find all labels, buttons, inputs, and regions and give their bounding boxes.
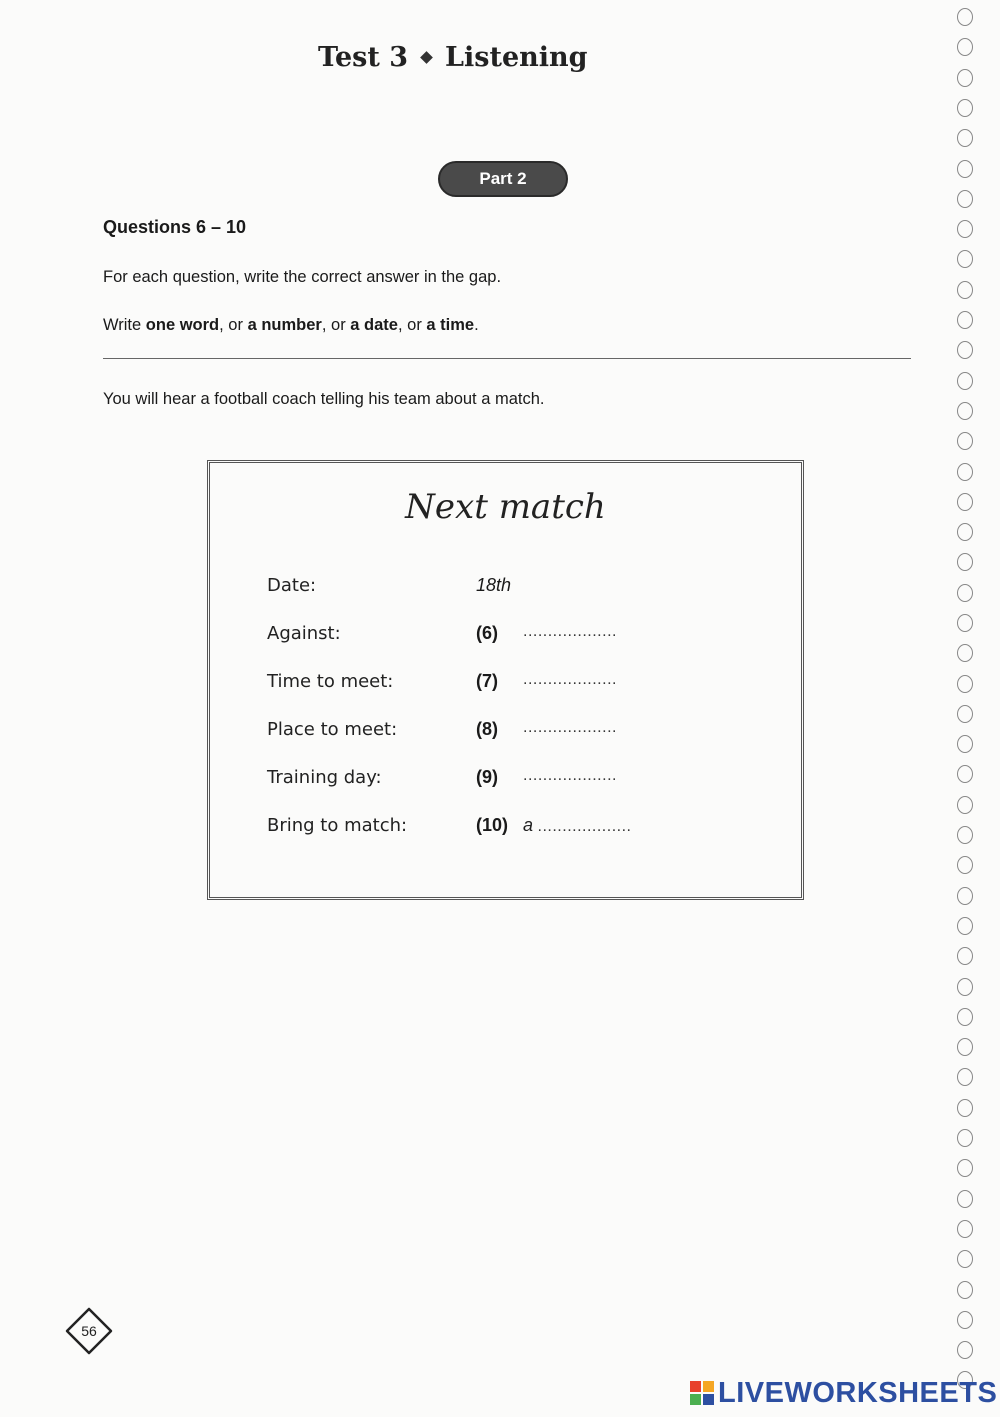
spiral-binding xyxy=(955,0,985,1417)
notes-row-time xyxy=(210,671,801,701)
notes-row-against xyxy=(210,623,801,653)
instr2-a-number: a number xyxy=(247,316,322,334)
page-header xyxy=(318,42,588,73)
binding-ring xyxy=(957,372,973,390)
binding-ring xyxy=(957,887,973,905)
binding-ring xyxy=(957,1341,973,1359)
binding-ring xyxy=(957,493,973,511)
question-number: (9) xyxy=(476,767,498,787)
answer-gap-10[interactable] xyxy=(523,815,631,836)
binding-ring xyxy=(957,463,973,481)
question-number: (10) xyxy=(476,815,509,835)
instruction-line-1: For each question, write the correct answer in the gap. xyxy=(103,268,502,286)
binding-ring xyxy=(957,220,973,238)
binding-ring xyxy=(957,1190,973,1208)
answer-gap-7[interactable]: ................... xyxy=(523,671,617,688)
binding-ring xyxy=(957,8,973,26)
binding-ring xyxy=(957,553,973,571)
binding-ring xyxy=(957,1250,973,1268)
answer-gap-8[interactable]: ................... xyxy=(523,719,617,736)
binding-ring xyxy=(957,1008,973,1026)
page-number: 56 xyxy=(81,1323,97,1339)
instruction-line-2 xyxy=(103,316,479,335)
row-label: Bring to match: xyxy=(267,815,408,836)
binding-ring xyxy=(957,978,973,996)
part-label: Part 2 xyxy=(479,169,527,188)
gap-prefix: a xyxy=(523,815,534,835)
notes-row-bring xyxy=(210,815,801,845)
notes-row-date xyxy=(210,575,801,605)
binding-ring xyxy=(957,765,973,783)
binding-ring xyxy=(957,644,973,662)
row-label: Place to meet: xyxy=(267,719,398,740)
instr2-a-date: a date xyxy=(350,316,398,334)
binding-ring xyxy=(957,675,973,693)
section-label: Listening xyxy=(445,42,588,73)
brand-logo-icon xyxy=(690,1381,714,1405)
gap-dots: ................... xyxy=(537,818,632,835)
binding-ring xyxy=(957,1159,973,1177)
binding-ring xyxy=(957,311,973,329)
binding-ring xyxy=(957,190,973,208)
answer-gap-9[interactable]: ................... xyxy=(523,767,617,784)
test-label: Test 3 xyxy=(318,42,409,73)
notes-row-place xyxy=(210,719,801,749)
instr2-sep: , or xyxy=(397,316,427,334)
brand-name: LIVEWORKSHEETS xyxy=(718,1376,998,1409)
binding-ring xyxy=(957,38,973,56)
context-sentence: You will hear a football coach telling his team about a match. xyxy=(103,390,545,408)
binding-ring xyxy=(957,1311,973,1329)
questions-heading: Questions 6 – 10 xyxy=(103,217,247,237)
binding-ring xyxy=(957,1068,973,1086)
instr2-prefix: Write xyxy=(103,316,146,334)
binding-ring xyxy=(957,341,973,359)
binding-ring xyxy=(957,1038,973,1056)
instr2-suffix: . xyxy=(474,316,479,334)
binding-ring xyxy=(957,129,973,147)
notes-box xyxy=(207,460,804,900)
binding-ring xyxy=(957,250,973,268)
binding-ring xyxy=(957,614,973,632)
notes-title: Next match xyxy=(405,487,606,527)
binding-ring xyxy=(957,432,973,450)
diamond-icon xyxy=(420,51,433,64)
binding-ring xyxy=(957,947,973,965)
binding-ring xyxy=(957,705,973,723)
instr2-sep: , or xyxy=(321,316,351,334)
row-label: Date: xyxy=(267,575,317,596)
binding-ring xyxy=(957,99,973,117)
answer-gap-6[interactable]: ................... xyxy=(523,623,617,640)
page-number-badge xyxy=(64,1306,114,1356)
row-label: Time to meet: xyxy=(267,671,394,692)
divider xyxy=(103,358,911,359)
row-label: Training day: xyxy=(267,767,382,788)
binding-ring xyxy=(957,917,973,935)
binding-ring xyxy=(957,1220,973,1238)
binding-ring xyxy=(957,1099,973,1117)
question-number: (8) xyxy=(476,719,498,739)
part-badge xyxy=(438,161,568,197)
question-number: (6) xyxy=(476,623,498,643)
binding-ring xyxy=(957,160,973,178)
binding-ring xyxy=(957,281,973,299)
question-number: (7) xyxy=(476,671,498,691)
binding-ring xyxy=(957,826,973,844)
notes-row-training xyxy=(210,767,801,797)
binding-ring xyxy=(957,584,973,602)
binding-ring xyxy=(957,735,973,753)
binding-ring xyxy=(957,402,973,420)
brand-watermark xyxy=(690,1376,997,1410)
binding-ring xyxy=(957,69,973,87)
instr2-sep: , or xyxy=(219,316,248,334)
instr2-one-word: one word xyxy=(145,316,220,334)
row-label: Against: xyxy=(267,623,341,644)
row-value: 18th xyxy=(476,575,512,595)
binding-ring xyxy=(957,856,973,874)
instr2-a-time: a time xyxy=(426,316,475,334)
binding-ring xyxy=(957,1129,973,1147)
binding-ring xyxy=(957,796,973,814)
binding-ring xyxy=(957,1281,973,1299)
binding-ring xyxy=(957,523,973,541)
